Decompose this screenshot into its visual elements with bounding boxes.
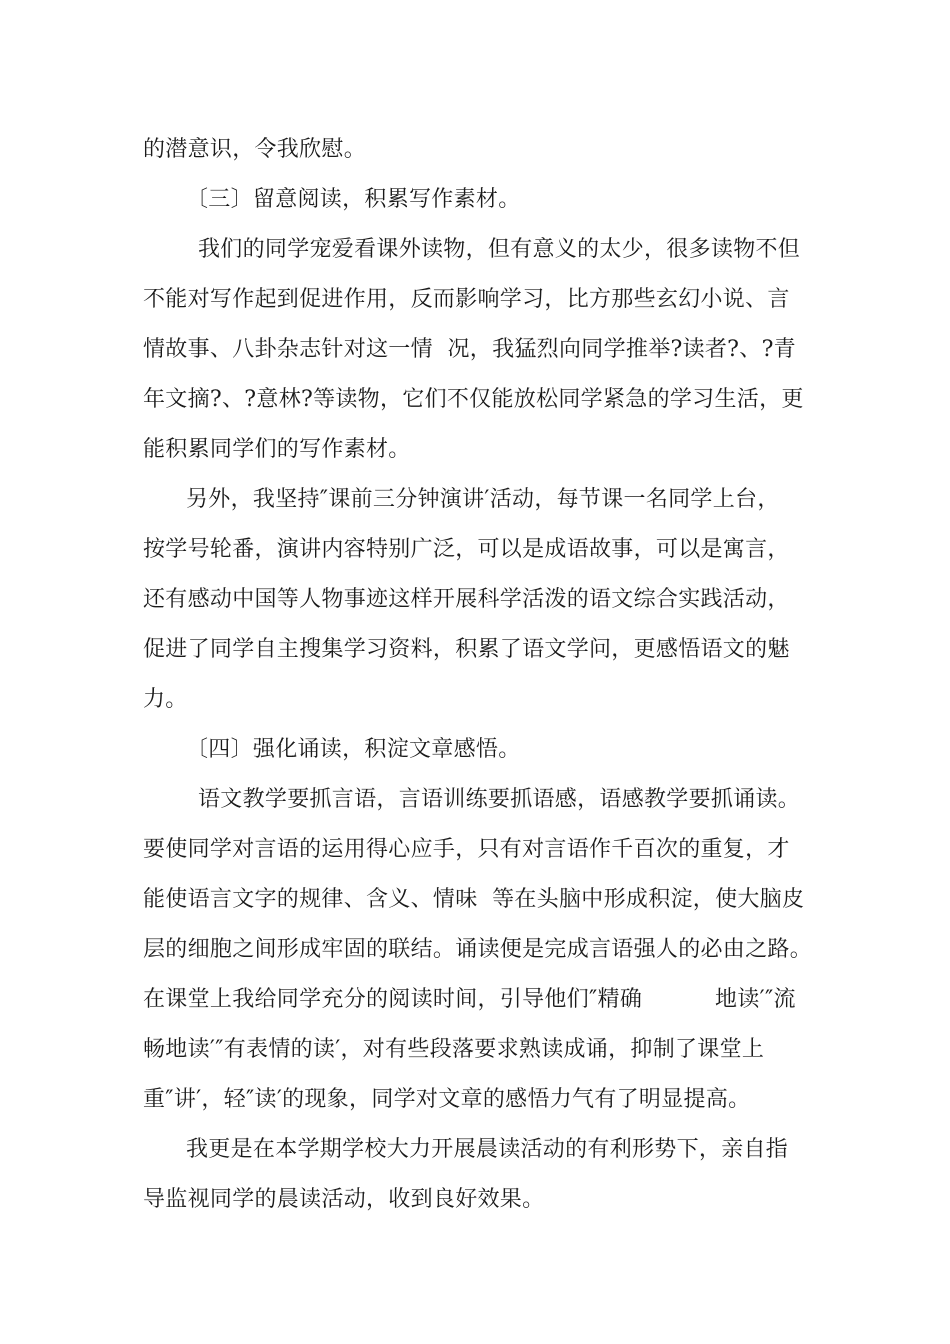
text-line-22: 导监视同学的晨读活动，收到良好效果。 (143, 1187, 545, 1212)
text-line-16: 能使语言文字的规律、含义、情味 等在头脑中形成积淀，使大脑皮 (143, 887, 805, 912)
section-heading-4: 〔四〕强化诵读，积淀文章感悟。 (186, 737, 521, 762)
text-line-18: 在课堂上我给同学充分的阅读时间，引导他们″精确 地读′″流 (143, 987, 796, 1012)
text-line-5: 情故事、八卦杂志针对这一情 况，我猛烈向同学推举?读者?、?青 (143, 337, 796, 362)
text-line-12: 力。 (143, 687, 188, 712)
text-line-1: 的潜意识，令我欣慰。 (143, 137, 367, 162)
text-line-17: 层的细胞之间形成牢固的联结。诵读便是完成言语强人的必由之路。 (143, 937, 813, 962)
text-line-14: 语文教学要抓言语，言语训练要抓语感，语感教学要抓诵读。 (198, 787, 801, 812)
text-line-19: 畅地读′″有表情的读′，对有些段落要求熟读成诵，抑制了课堂上 (143, 1037, 765, 1062)
text-line-10: 还有感动中国等人物事迹这样开展科学活泼的语文综合实践活动， (143, 587, 790, 612)
text-line-6: 年文摘?、?意林?等读物，它们不仅能放松同学紧急的学习生活，更 (143, 387, 804, 412)
text-line-21: 我更是在本学期学校大力开展晨读活动的有利形势下，亲自指 (186, 1137, 789, 1162)
section-heading-3: 〔三〕留意阅读，积累写作素材。 (186, 187, 521, 212)
text-line-3: 我们的同学宠爱看课外读物，但有意义的太少，很多读物不但 (198, 237, 801, 262)
text-line-4: 不能对写作起到促进作用，反而影响学习，比方那些玄幻小说、言 (143, 287, 790, 312)
text-line-11: 促进了同学自主搜集学习资料，积累了语文学问，更感悟语文的魅 (143, 637, 790, 662)
text-line-8: 另外，我坚持″课前三分钟演讲′活动，每节课一名同学上台， (186, 487, 780, 512)
text-line-9: 按学号轮番，演讲内容特别广泛，可以是成语故事，可以是寓言， (143, 537, 790, 562)
text-line-20: 重″讲′，轻″读′的现象，同学对文章的感悟力气有了明显提高。 (143, 1087, 751, 1112)
text-line-15: 要使同学对言语的运用得心应手，只有对言语作千百次的重复，才 (143, 837, 790, 862)
text-line-7: 能积累同学们的写作素材。 (143, 437, 411, 462)
